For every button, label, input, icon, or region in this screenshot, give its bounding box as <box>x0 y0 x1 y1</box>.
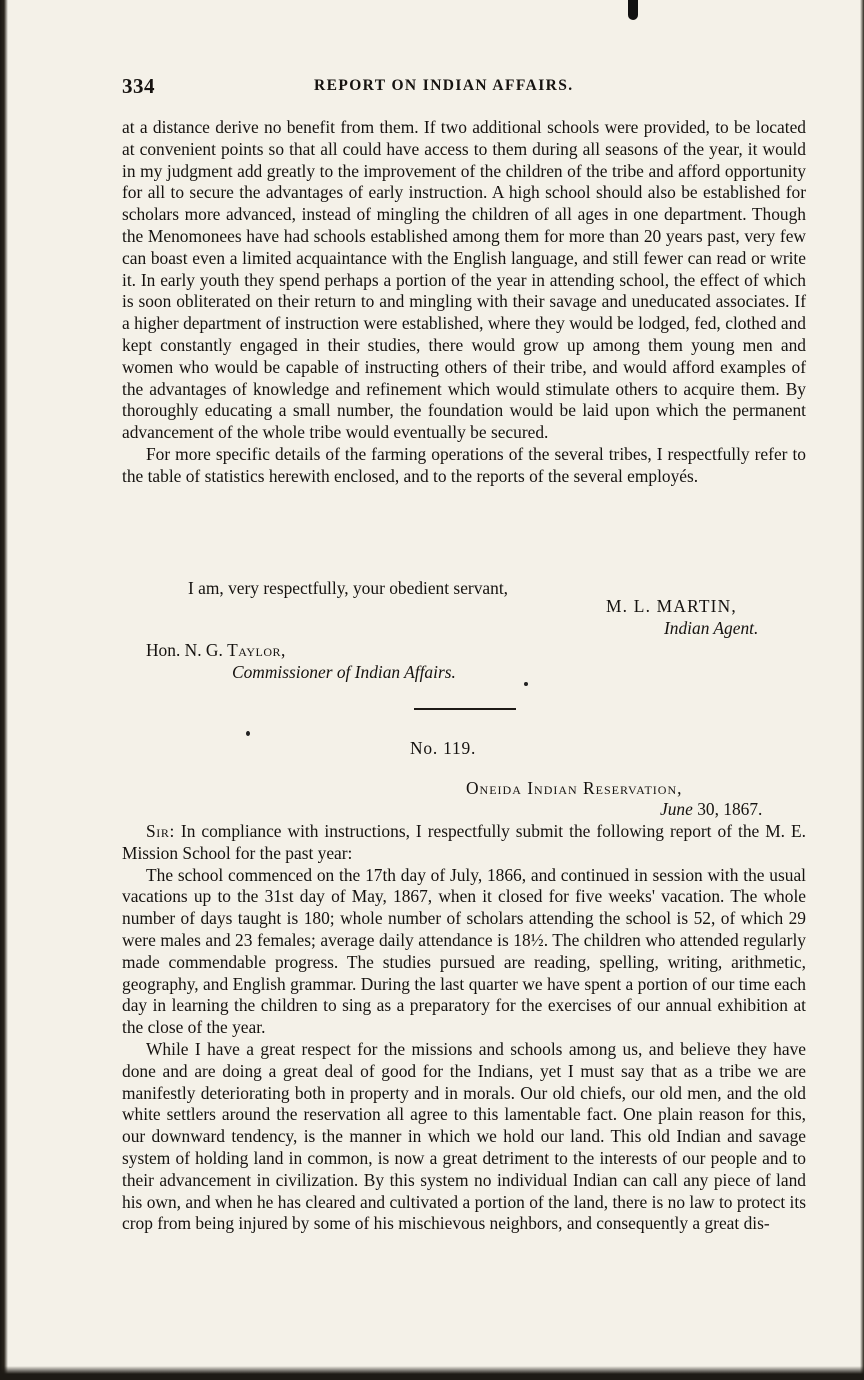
date-month: June <box>660 799 693 819</box>
letter2-place: Oneida Indian Reservation, <box>466 778 683 798</box>
addressee-title: Commissioner of Indian Affairs. <box>232 662 456 682</box>
closing-line: I am, very respectfully, your obedient servant, <box>188 578 509 598</box>
letter2-paragraph-1 <box>122 821 806 865</box>
letter1-paragraph-1: at a distance derive no benefit from them. If two additional schools were provided, to be located at convenient points so that all could have access to them during all seasons of the year, it would in my judgment add greatly to the improvement of the children of the tribe and afford opportunity for all to secure the advantages of early instruction. A high school should also be established for scholars more advanced, instead of mingling the children of all ages in one department. Though the Menomonees have had schools established among them for more than 20 years past, very few can boast even a limited acquaintance with the English language, and still fewer can read or write it. In early youth they spend perhaps a portion of the year in attending school, the effect of which is soon obliterated on their return to and mingling with their savage and uneducated associates. If a higher department of instruction were established, where they would be lodged, fed, clothed and kept constantly engaged in their studies, there would grow up among them young men and women who would be capable of instructing others of their tribe, and would afford examples of the advantages of knowledge and refinement which would stimulate others to acquire them. By thoroughly educating a small number, the foundation would be laid upon which the permanent advancement of the whole tribe would eventually be secured. <box>122 117 806 443</box>
scan-right-edge <box>860 0 864 1380</box>
letter2-paragraph-3: While I have a great respect for the missions and schools among us, and believe they have done and are doing a great deal of good for the Indians, yet I must say that as a tribe we are manifestly deteriorating both in property and in morals. Our old chiefs, our old men, and the old white settlers around the reservation all agree to this lamentable fact. One plain reason for this, our downward tendency, is the manner in which we hold our land. This old Indian and savage system of holding land in common, is now a great detriment to the interests of our people and to their advancement in civilization. By this system no individual Indian can call any piece of land his own, and when he has cleared and cultivated a portion of the land, there is no law to protect its crop from being injured by some of his mischievous neighbors, and consequently a great dis- <box>122 1038 806 1234</box>
ink-speck <box>524 682 528 686</box>
addressee-surname: Taylor, <box>227 640 286 660</box>
scan-bottom-edge <box>0 1366 864 1380</box>
page-number: 334 <box>122 74 155 98</box>
ink-speck <box>246 731 250 736</box>
letter2-date <box>660 799 762 820</box>
salutation: Sir: <box>146 821 175 841</box>
signature-name: M. L. MARTIN, <box>606 596 737 616</box>
ink-mark <box>628 0 638 20</box>
section-divider <box>414 708 516 710</box>
letter2-paragraph-2: The school commenced on the 17th day of July, 1866, and continued in session with the usual vacations up to the 31st day of May, 1867, when it closed for five weeks' vacation. The whole number of days taught is 180; whole number of scholars attending the school is 52, of which 29 were males and 23 females; average daily attendance is 18½. The children who attended regularly made commendable progress. The studies pursued are reading, spelling, writing, arithmetic, geography, and English grammar. During the last quarter we have spent a portion of our time each day in learning the children to sing as a preparatory for the exercises of our annual exhibition at the close of the year. <box>122 864 806 1038</box>
letter1-body <box>122 117 806 488</box>
document-number: No. 119. <box>410 738 477 758</box>
addressee-name <box>146 640 286 661</box>
running-title: REPORT ON INDIAN AFFAIRS. <box>314 77 574 94</box>
letter2-paragraph-1-text: In compliance with instructions, I respectfully submit the following report of the M. E. Mission School for the past year: <box>122 821 806 863</box>
scan-left-edge <box>0 0 8 1380</box>
addressee-prefix: Hon. N. G. <box>146 640 228 660</box>
letter1-paragraph-2: For more specific details of the farming operations of the several tribes, I respectfully refer to the table of statistics herewith enclosed, and to the reports of the several employés. <box>122 443 806 486</box>
date-rest: 30, 1867. <box>692 799 763 819</box>
signature-title: Indian Agent. <box>664 618 759 638</box>
page-header <box>122 74 802 100</box>
letter2-body <box>122 821 806 1235</box>
